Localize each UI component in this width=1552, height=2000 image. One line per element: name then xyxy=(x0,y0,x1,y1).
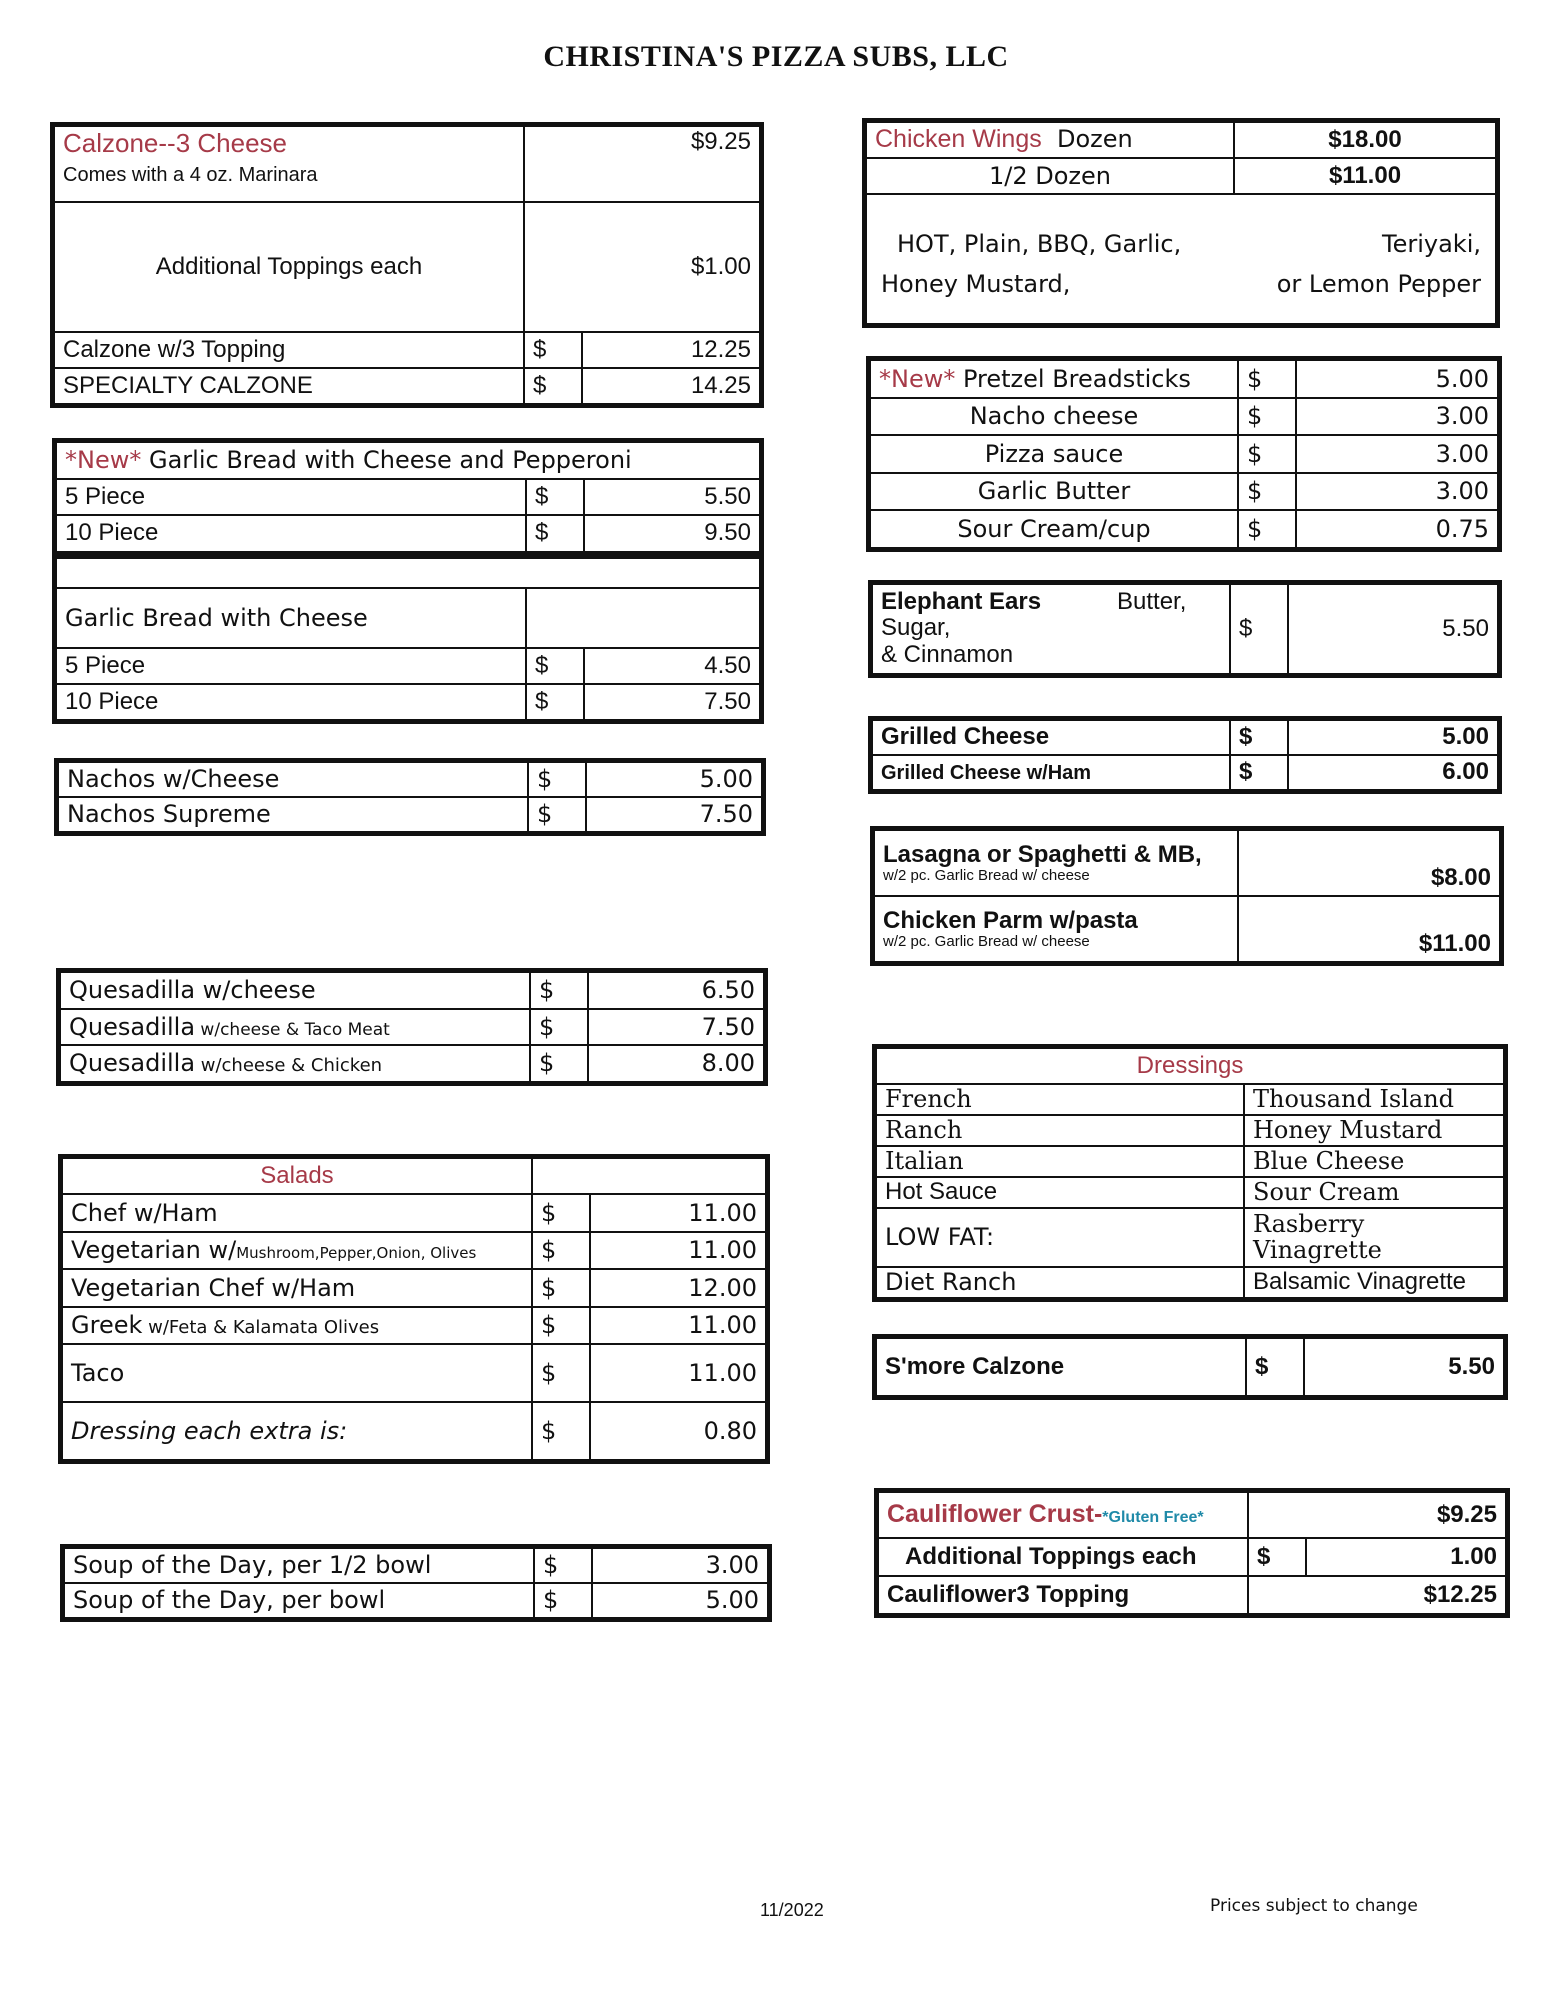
pretzel-name: Pretzel Breadsticks xyxy=(955,364,1191,393)
row-label: Grilled Cheese w/Ham xyxy=(872,755,1230,790)
row-label: 5 Piece xyxy=(56,648,526,684)
garlic-cheese-title: Garlic Bread with Cheese xyxy=(56,588,526,648)
cauliflower-toppings-dollar: $ xyxy=(1248,1538,1306,1576)
row-dollar: $ xyxy=(532,1344,590,1402)
calzone-row-label: Calzone w/3 Topping xyxy=(54,332,524,368)
row-dollar: $ xyxy=(526,479,584,516)
calzone-row-dollar: $ xyxy=(524,368,582,404)
row-dollar: $ xyxy=(1238,473,1296,511)
pretzel-row xyxy=(870,398,1498,436)
row-label: Taco xyxy=(71,1358,125,1387)
row-price: 9.50 xyxy=(584,515,760,552)
row-label: Quesadilla xyxy=(69,1012,196,1041)
calzone-row xyxy=(54,368,760,404)
garlic-cheese-row xyxy=(56,684,760,720)
dressing-row xyxy=(876,1208,1504,1268)
cauliflower-price: $9.25 xyxy=(1248,1492,1506,1538)
new-badge: *New* xyxy=(879,364,956,393)
quesadilla-section xyxy=(56,968,768,1086)
dressing-right: Sour Cream xyxy=(1244,1177,1504,1208)
gluten-free-badge: *Gluten Free* xyxy=(1102,1509,1204,1527)
row-label: Quesadilla xyxy=(69,1049,196,1078)
dressing-row xyxy=(876,1084,1504,1115)
row-label: Soup of the Day, per 1/2 bowl xyxy=(64,1548,534,1583)
dressing-extra-dollar: $ xyxy=(532,1402,590,1460)
pretzel-row xyxy=(870,510,1498,548)
dressing-right: Honey Mustard xyxy=(1244,1115,1504,1146)
nachos-row xyxy=(58,797,762,832)
page-title: CHRISTINA'S PIZZA SUBS, LLC xyxy=(543,40,1009,73)
wings-flavors-3: Teriyaki, xyxy=(1382,230,1481,258)
calzone-toppings-price: $1.00 xyxy=(524,202,760,332)
row-price: $11.00 xyxy=(1238,896,1500,962)
row-sub: w/Feta & Kalamata Olives xyxy=(142,1317,380,1339)
calzone-row-dollar: $ xyxy=(524,332,582,368)
calzone-price: $9.25 xyxy=(524,126,760,202)
elephant-price: 5.50 xyxy=(1288,584,1498,674)
soup-section xyxy=(60,1544,772,1622)
row-label: Vegetarian w/ xyxy=(71,1236,237,1265)
row-price: 5.50 xyxy=(584,479,760,516)
row-dollar: $ xyxy=(534,1548,592,1583)
garlic-cheese-section xyxy=(52,554,764,724)
garlic-pepperoni-section xyxy=(52,438,764,556)
cauliflower-name: Cauliflower Crust- xyxy=(887,1500,1103,1529)
row-dollar: $ xyxy=(532,1232,590,1270)
wings-name: Chicken Wings xyxy=(875,125,1042,154)
row-sub: Mushroom,Pepper,Onion, Olives xyxy=(236,1244,477,1263)
nachos-row xyxy=(58,762,762,797)
smore-label: S'more Calzone xyxy=(876,1338,1246,1396)
salad-row xyxy=(62,1307,766,1345)
row-price: 11.00 xyxy=(590,1194,766,1232)
row-sub: w/2 pc. Garlic Bread w/ cheese xyxy=(883,932,1090,950)
row-label: 10 Piece xyxy=(56,684,526,720)
row-dollar: $ xyxy=(532,1194,590,1232)
row-price: 7.50 xyxy=(586,797,762,832)
row-label: Soup of the Day, per bowl xyxy=(64,1583,534,1618)
dressing-row xyxy=(876,1177,1504,1208)
dressing-row xyxy=(876,1146,1504,1177)
garlic-pepperoni-row xyxy=(56,515,760,552)
row-price: 7.50 xyxy=(584,684,760,720)
row-price: 11.00 xyxy=(590,1232,766,1270)
row-label: Chef w/Ham xyxy=(71,1198,218,1227)
row-price: 8.00 xyxy=(588,1045,764,1082)
row-dollar: $ xyxy=(530,1045,588,1082)
salads-section xyxy=(58,1154,770,1464)
dressings-section xyxy=(872,1044,1508,1302)
footer-date: 11/2022 xyxy=(760,1900,824,1920)
row-dollar: $ xyxy=(532,1307,590,1345)
row-label: Nachos Supreme xyxy=(58,797,528,832)
dressing-row xyxy=(876,1267,1504,1298)
pretzel-dollar: $ xyxy=(1238,360,1296,398)
cauliflower-toppings-label: Additional Toppings each xyxy=(878,1538,1248,1576)
cauliflower-three-price: $12.25 xyxy=(1248,1576,1506,1614)
row-label: Garlic Butter xyxy=(870,473,1238,511)
calzone-row xyxy=(54,332,760,368)
pasta-section xyxy=(870,826,1504,966)
row-dollar: $ xyxy=(526,648,584,684)
wings-section xyxy=(862,118,1500,328)
dressing-right: Balsamic Vinagrette xyxy=(1244,1267,1504,1298)
quesadilla-row xyxy=(60,1045,764,1082)
row-price: 6.00 xyxy=(1288,755,1498,790)
wings-half-price: $11.00 xyxy=(1234,158,1496,194)
row-label: Sour Cream/cup xyxy=(870,510,1238,548)
cauliflower-section xyxy=(874,1488,1510,1618)
calzone-row-price: 12.25 xyxy=(582,332,760,368)
cauliflower-toppings-price: 1.00 xyxy=(1306,1538,1506,1576)
row-dollar: $ xyxy=(1238,398,1296,436)
row-dollar: $ xyxy=(534,1583,592,1618)
row-price: 5.00 xyxy=(586,762,762,797)
new-badge: *New* xyxy=(65,446,142,475)
wings-flavors-1: HOT, Plain, BBQ, Garlic, xyxy=(897,230,1182,258)
calzone-section xyxy=(50,122,764,408)
row-price: $8.00 xyxy=(1238,830,1500,896)
pretzel-section xyxy=(866,356,1502,552)
garlic-cheese-row xyxy=(56,648,760,684)
row-price: 7.50 xyxy=(588,1009,764,1046)
soup-row xyxy=(64,1548,768,1583)
row-dollar: $ xyxy=(528,797,586,832)
calzone-row-label: SPECIALTY CALZONE xyxy=(54,368,524,404)
row-price: 4.50 xyxy=(584,648,760,684)
pasta-row xyxy=(874,896,1500,962)
row-label: 5 Piece xyxy=(56,479,526,516)
salad-row xyxy=(62,1194,766,1232)
elephant-name: Elephant Ears xyxy=(881,588,1042,615)
row-price: 3.00 xyxy=(1296,398,1498,436)
row-dollar: $ xyxy=(526,515,584,552)
row-label: Grilled Cheese xyxy=(872,720,1230,755)
row-label: Chicken Parm w/pasta xyxy=(883,906,1138,934)
salad-row xyxy=(62,1269,766,1307)
salad-row xyxy=(62,1344,766,1402)
row-label: Nachos w/Cheese xyxy=(58,762,528,797)
dressing-left: Ranch xyxy=(876,1115,1244,1146)
dressing-right: Rasberry Vinagrette xyxy=(1244,1208,1504,1268)
row-dollar: $ xyxy=(528,762,586,797)
row-dollar: $ xyxy=(530,972,588,1009)
row-sub: w/cheese & Taco Meat xyxy=(195,1019,390,1040)
elephant-ears-section xyxy=(868,580,1502,678)
elephant-line-1: Butter, xyxy=(1117,588,1187,615)
garlic-pepperoni-title: Garlic Bread with Cheese and Pepperoni xyxy=(141,446,632,475)
row-sub: w/2 pc. Garlic Bread w/ cheese xyxy=(883,866,1090,884)
row-price: 5.00 xyxy=(1288,720,1498,755)
calzone-note: Comes with a 4 oz. Marinara xyxy=(63,163,318,186)
dressing-left: LOW FAT: xyxy=(876,1208,1244,1268)
row-sub: w/cheese xyxy=(195,976,316,1005)
row-dollar: $ xyxy=(1230,720,1288,755)
row-dollar: $ xyxy=(1238,510,1296,548)
smore-section xyxy=(872,1334,1508,1400)
wings-dozen-price: $18.00 xyxy=(1234,122,1496,158)
row-label: Greek xyxy=(71,1311,143,1340)
row-label: Lasagna or Spaghetti & MB, xyxy=(883,840,1202,868)
wings-flavors-4: or Lemon Pepper xyxy=(1276,270,1481,298)
dressing-left: Hot Sauce xyxy=(876,1177,1244,1208)
row-price: 3.00 xyxy=(1296,473,1498,511)
dressing-row xyxy=(876,1115,1504,1146)
elephant-dollar: $ xyxy=(1230,584,1288,674)
dressing-left: Diet Ranch xyxy=(876,1267,1244,1298)
row-label: 10 Piece xyxy=(56,515,526,552)
row-label: Pizza sauce xyxy=(870,435,1238,473)
row-dollar: $ xyxy=(1238,435,1296,473)
smore-dollar: $ xyxy=(1246,1338,1304,1396)
cauliflower-three-label: Cauliflower3 Topping xyxy=(878,1576,1248,1614)
row-label: Nacho cheese xyxy=(870,398,1238,436)
row-dollar: $ xyxy=(532,1269,590,1307)
grilled-row xyxy=(872,720,1498,755)
wings-half-label: 1/2 Dozen xyxy=(866,158,1234,194)
elephant-line-3: & Cinnamon xyxy=(881,640,1014,668)
row-price: 11.00 xyxy=(590,1307,766,1345)
dressing-left: Italian xyxy=(876,1146,1244,1177)
wings-dozen-label: Dozen xyxy=(1057,125,1133,154)
elephant-line-2: Sugar, xyxy=(881,614,951,642)
row-price: 6.50 xyxy=(588,972,764,1009)
garlic-pepperoni-row xyxy=(56,479,760,516)
pretzel-price: 5.00 xyxy=(1296,360,1498,398)
row-price: 3.00 xyxy=(592,1548,768,1583)
dressings-header: Dressings xyxy=(876,1048,1504,1084)
row-sub: w/cheese & Chicken xyxy=(195,1055,383,1077)
salad-row xyxy=(62,1232,766,1270)
grilled-cheese-section xyxy=(868,716,1502,794)
pasta-row xyxy=(874,830,1500,896)
row-price: 12.00 xyxy=(590,1269,766,1307)
calzone-name: Calzone--3 Cheese xyxy=(63,128,288,158)
soup-row xyxy=(64,1583,768,1618)
smore-price: 5.50 xyxy=(1304,1338,1504,1396)
row-label: Quesadilla xyxy=(69,976,196,1005)
dressing-extra-label: Dressing each extra is: xyxy=(62,1402,532,1460)
row-price: 5.00 xyxy=(592,1583,768,1618)
pretzel-row xyxy=(870,435,1498,473)
footer-note: Prices subject to change xyxy=(1210,1896,1418,1916)
dressing-right: Thousand Island xyxy=(1244,1084,1504,1115)
row-price: 0.75 xyxy=(1296,510,1498,548)
dressing-left: French xyxy=(876,1084,1244,1115)
row-dollar: $ xyxy=(526,684,584,720)
nachos-section xyxy=(54,758,766,836)
row-price: 11.00 xyxy=(590,1344,766,1402)
dressing-extra-price: 0.80 xyxy=(590,1402,766,1460)
row-label: Vegetarian Chef w/Ham xyxy=(71,1273,356,1302)
pretzel-row xyxy=(870,473,1498,511)
grilled-row xyxy=(872,755,1498,790)
wings-flavors-2: Honey Mustard, xyxy=(881,270,1071,298)
row-price: 3.00 xyxy=(1296,435,1498,473)
quesadilla-row xyxy=(60,972,764,1009)
calzone-toppings-label: Additional Toppings each xyxy=(54,202,524,332)
dressing-right: Blue Cheese xyxy=(1244,1146,1504,1177)
row-dollar: $ xyxy=(1230,755,1288,790)
salads-header: Salads xyxy=(62,1158,532,1194)
calzone-row-price: 14.25 xyxy=(582,368,760,404)
quesadilla-row xyxy=(60,1009,764,1046)
row-dollar: $ xyxy=(530,1009,588,1046)
